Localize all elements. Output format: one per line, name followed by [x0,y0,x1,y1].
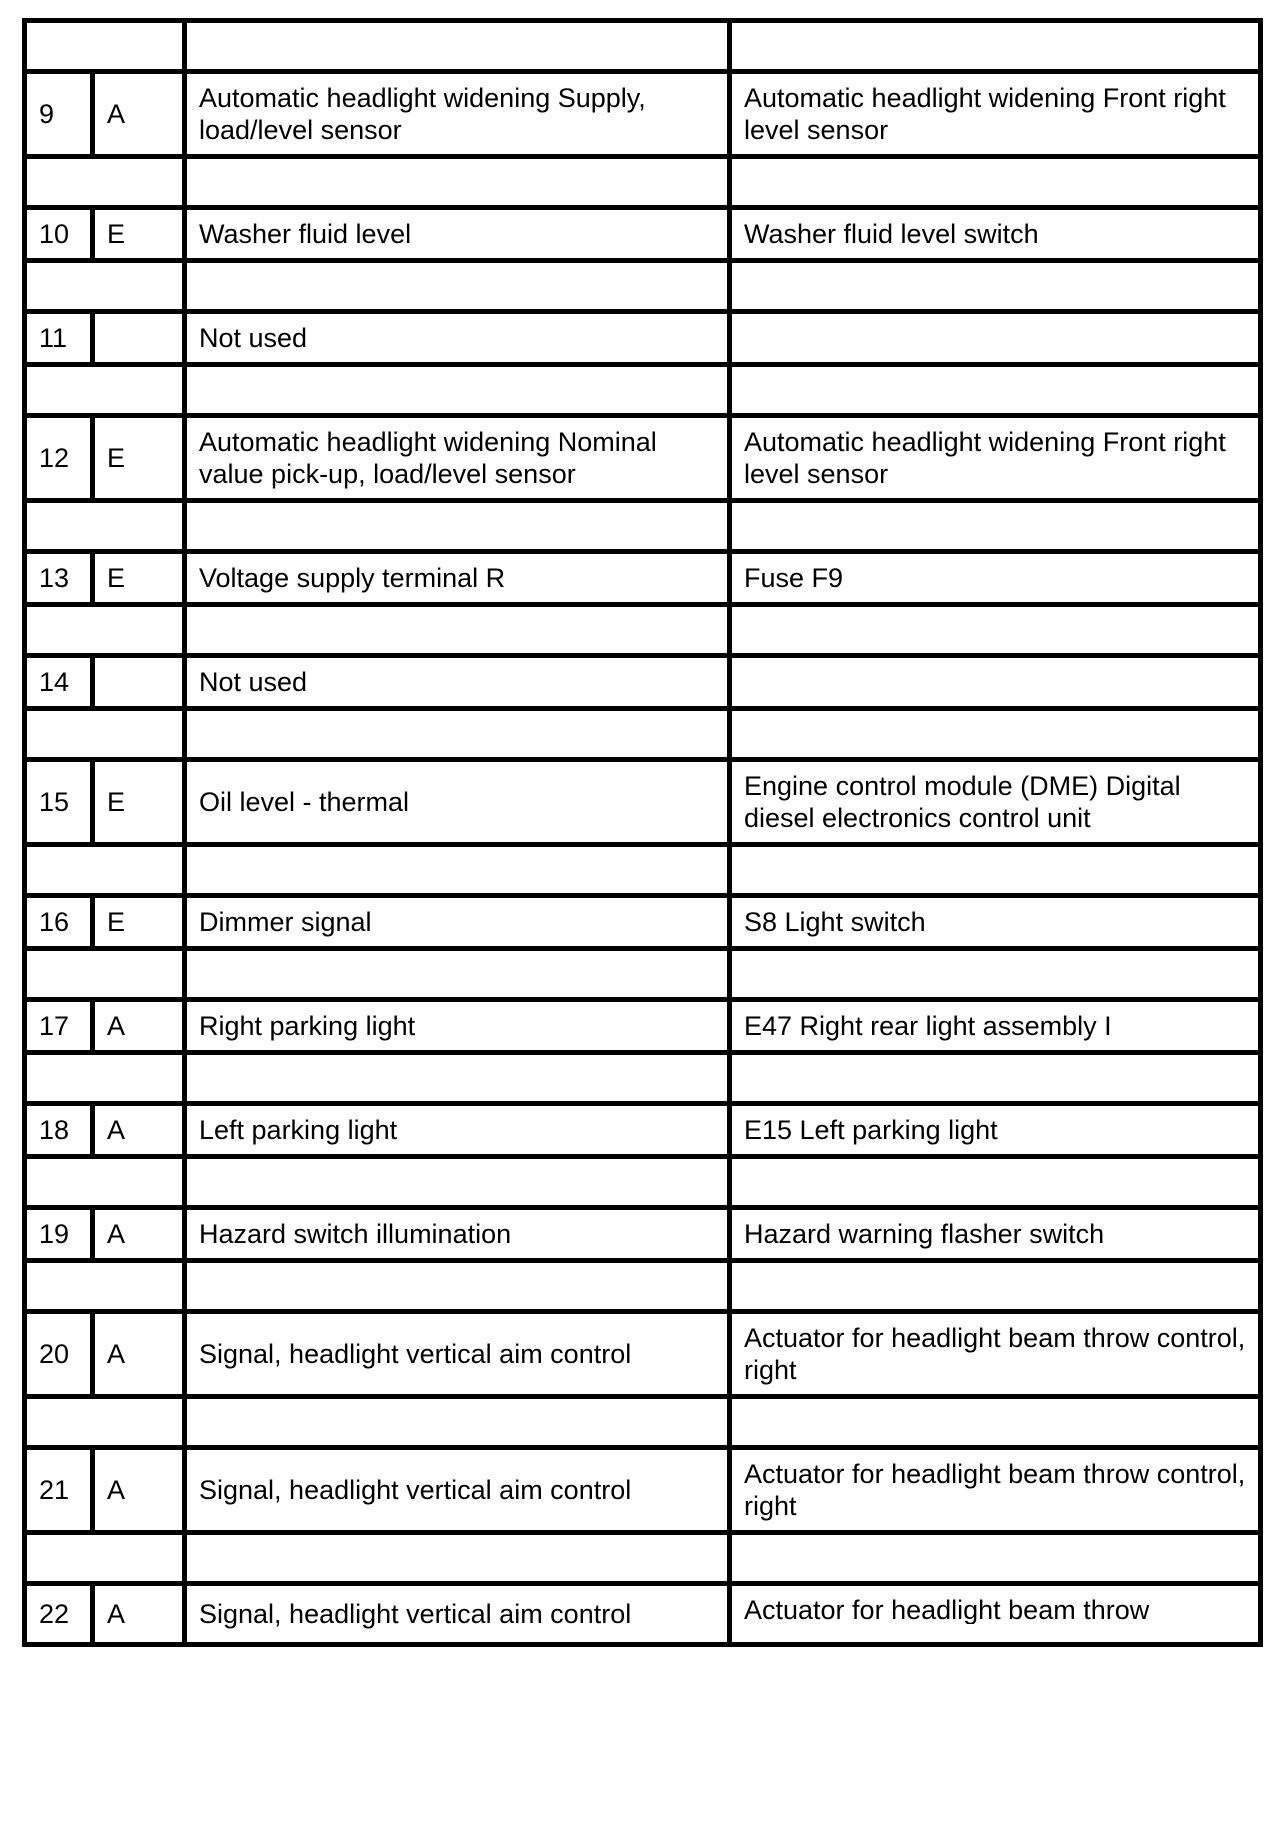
signal-description: Not used [185,656,730,709]
pin-direction: A [93,1312,185,1397]
spacer-row [25,157,1261,208]
table-row [25,208,1261,261]
signal-description: Signal, headlight vertical aim control [185,1312,730,1397]
pin-number: 15 [25,760,93,845]
table-row [25,1448,1261,1533]
pin-number: 13 [25,552,93,605]
pin-direction: E [93,896,185,949]
connection-target: Actuator for headlight beam throw control, right [730,1312,1261,1397]
connection-target: Automatic headlight widening Front right level sensor [730,72,1261,157]
pin-number: 12 [25,416,93,501]
connection-target-cell [730,1584,1261,1645]
pin-direction: A [93,1208,185,1261]
spacer-row [25,605,1261,656]
pin-direction [93,656,185,709]
pin-direction: E [93,760,185,845]
table-row [25,552,1261,605]
connection-target: Fuse F9 [730,552,1261,605]
signal-description: Signal, headlight vertical aim control [185,1584,730,1645]
table-row [25,1312,1261,1397]
spacer-row [25,365,1261,416]
pin-direction: E [93,208,185,261]
pin-assignment-table [22,18,1263,1647]
connection-target: Engine control module (DME) Digital diesel electronics control unit [730,760,1261,845]
signal-description: Hazard switch illumination [185,1208,730,1261]
pin-number: 16 [25,896,93,949]
pin-direction: A [93,1104,185,1157]
signal-description: Automatic headlight widening Nominal value pick-up, load/level sensor [185,416,730,501]
spacer-row [25,949,1261,1000]
pin-number: 20 [25,1312,93,1397]
table-row [25,760,1261,845]
pin-number: 21 [25,1448,93,1533]
pin-direction: A [93,72,185,157]
pin-number: 10 [25,208,93,261]
signal-description: Oil level - thermal [185,760,730,845]
spacer-row [25,501,1261,552]
spacer-row [25,21,1261,72]
pin-direction: A [93,1448,185,1533]
connection-target: S8 Light switch [730,896,1261,949]
spacer-row [25,261,1261,312]
table-row [25,656,1261,709]
connection-target: Hazard warning flasher switch [730,1208,1261,1261]
table-row [25,72,1261,157]
spacer-row [25,1053,1261,1104]
signal-description: Left parking light [185,1104,730,1157]
table-row [25,1104,1261,1157]
connection-target [730,312,1261,365]
spacer-row [25,1397,1261,1448]
table-row [25,1000,1261,1053]
connection-target: E15 Left parking light [730,1104,1261,1157]
signal-description: Right parking light [185,1000,730,1053]
pin-number: 19 [25,1208,93,1261]
pin-direction [93,312,185,365]
pin-direction: A [93,1000,185,1053]
spacer-row [25,1533,1261,1584]
table-row [25,1208,1261,1261]
signal-description: Voltage supply terminal R [185,552,730,605]
signal-description: Dimmer signal [185,896,730,949]
table-row [25,1584,1261,1645]
connection-target: E47 Right rear light assembly I [730,1000,1261,1053]
connection-target: Actuator for headlight beam throw control, right [730,1448,1261,1533]
pin-number: 17 [25,1000,93,1053]
pin-number: 14 [25,656,93,709]
table-row [25,312,1261,365]
spacer-row [25,1261,1261,1312]
pin-number: 9 [25,72,93,157]
pin-number: 22 [25,1584,93,1645]
spacer-row [25,1157,1261,1208]
connection-target: Washer fluid level switch [730,208,1261,261]
signal-description: Automatic headlight widening Supply, load/level sensor [185,72,730,157]
spacer-row [25,709,1261,760]
spacer-row [25,845,1261,896]
table-row [25,896,1261,949]
connection-target: Automatic headlight widening Front right level sensor [730,416,1261,501]
signal-description: Not used [185,312,730,365]
connection-target [730,656,1261,709]
connection-target: Actuator for headlight beam throw [744,1595,1150,1624]
pin-number: 11 [25,312,93,365]
pin-direction: A [93,1584,185,1645]
pin-direction: E [93,552,185,605]
pin-direction: E [93,416,185,501]
pin-number: 18 [25,1104,93,1157]
signal-description: Signal, headlight vertical aim control [185,1448,730,1533]
table-row [25,416,1261,501]
signal-description: Washer fluid level [185,208,730,261]
